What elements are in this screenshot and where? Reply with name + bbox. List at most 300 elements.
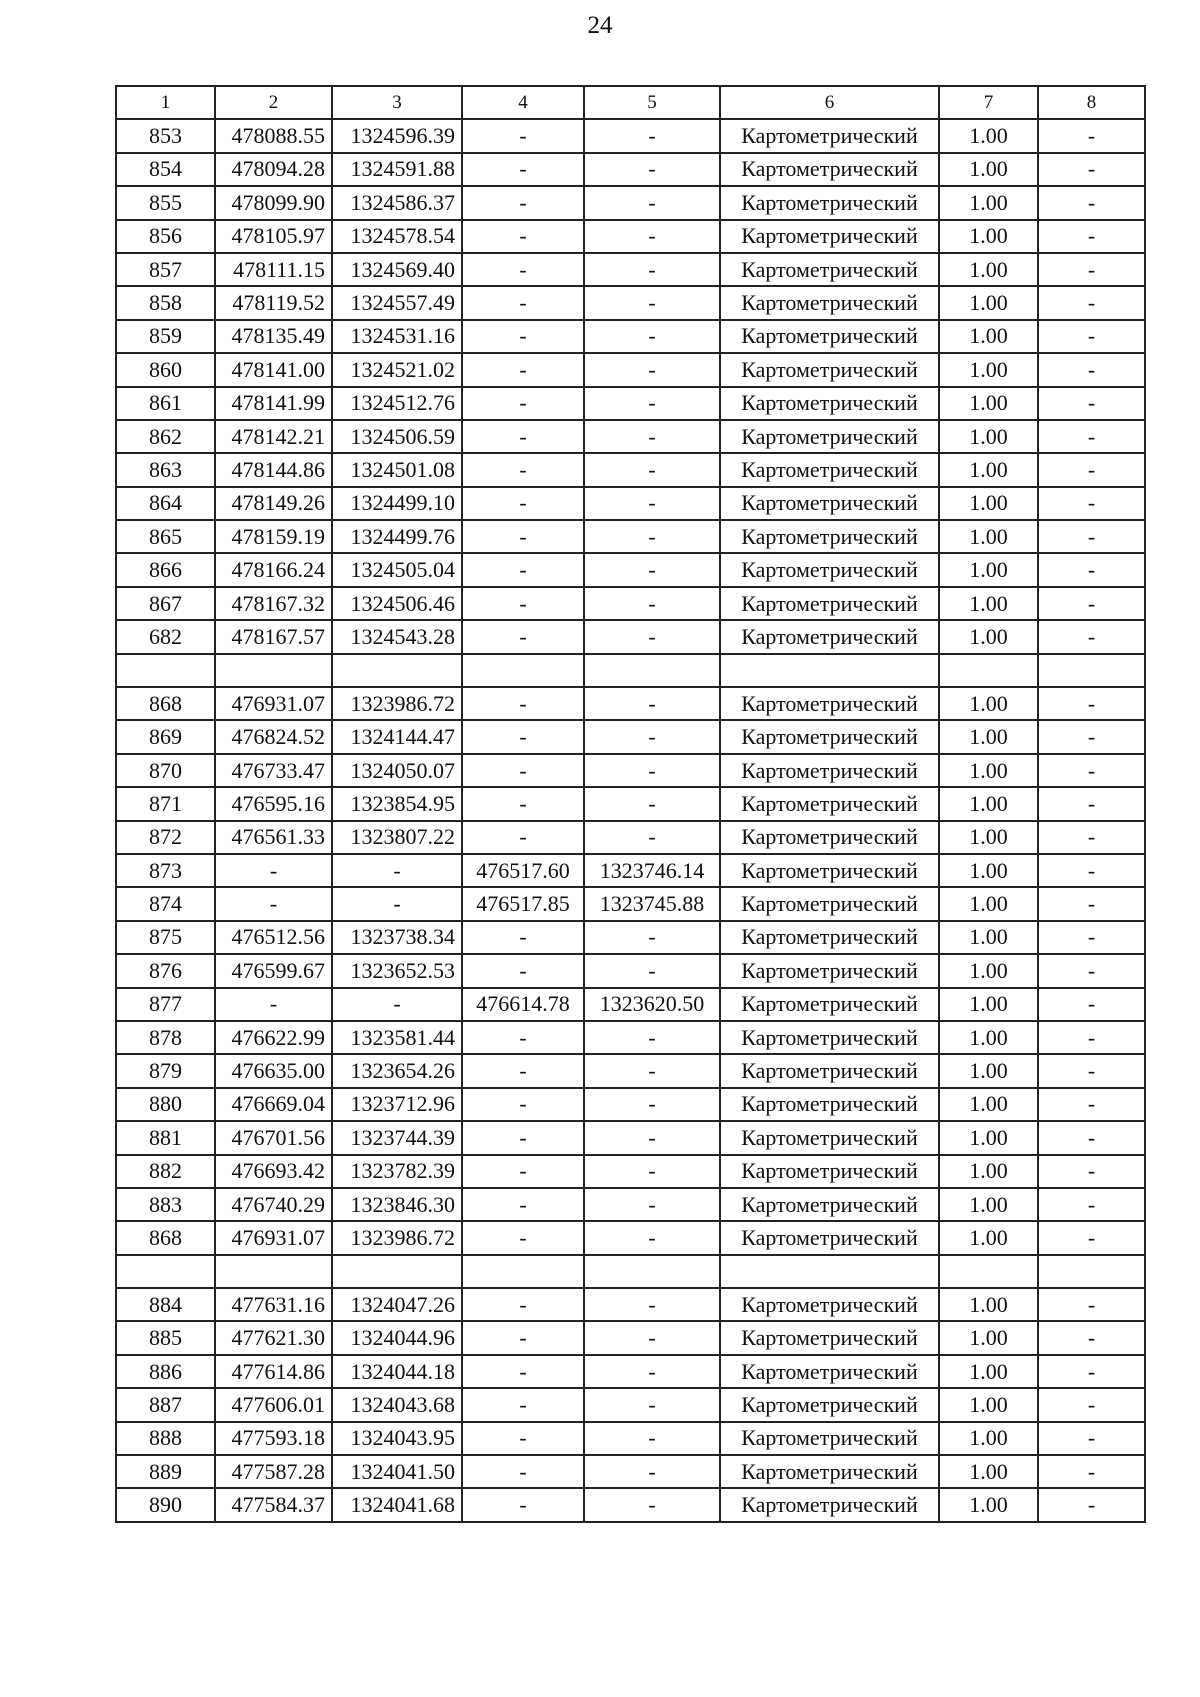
cell-x-alt [462, 654, 584, 687]
cell-note: - [1038, 1288, 1145, 1321]
cell-note: - [1038, 1355, 1145, 1388]
cell-point-number: 863 [116, 453, 215, 486]
cell-point-number: 853 [116, 119, 215, 152]
cell-point-number: 881 [116, 1121, 215, 1154]
cell-y: 1324512.76 [332, 387, 462, 420]
cell-x-alt: - [462, 821, 584, 854]
cell-x-alt: - [462, 1121, 584, 1154]
cell-method: Картометрический [720, 253, 939, 286]
cell-accuracy [939, 654, 1038, 687]
cell-y-alt: 1323620.50 [584, 988, 720, 1021]
cell-x: 477606.01 [215, 1388, 332, 1421]
cell-y-alt [584, 1255, 720, 1288]
cell-x-alt: - [462, 320, 584, 353]
cell-point-number: 880 [116, 1088, 215, 1121]
cell-point-number: 857 [116, 253, 215, 286]
cell-y: 1323652.53 [332, 954, 462, 987]
table-body [116, 119, 1145, 1521]
table-row [116, 487, 1145, 520]
cell-method: Картометрический [720, 821, 939, 854]
cell-point-number: 887 [116, 1388, 215, 1421]
cell-y: 1324569.40 [332, 253, 462, 286]
table-row [116, 1422, 1145, 1455]
cell-note: - [1038, 320, 1145, 353]
cell-x: 477593.18 [215, 1422, 332, 1455]
table-row [116, 620, 1145, 653]
cell-x-alt: - [462, 387, 584, 420]
page-number: 24 [587, 12, 613, 39]
cell-y-alt: - [584, 1121, 720, 1154]
cell-accuracy: 1.00 [939, 186, 1038, 219]
table-row [116, 687, 1145, 720]
cell-x-alt: - [462, 1321, 584, 1354]
cell-y-alt: - [584, 1155, 720, 1188]
cell-y: - [332, 854, 462, 887]
cell-note: - [1038, 854, 1145, 887]
cell-x: 478111.15 [215, 253, 332, 286]
cell-method: Картометрический [720, 286, 939, 319]
table-row [116, 988, 1145, 1021]
cell-x: 478159.19 [215, 520, 332, 553]
cell-point-number: 888 [116, 1422, 215, 1455]
cell-point-number: 878 [116, 1021, 215, 1054]
cell-x-alt: - [462, 119, 584, 152]
table-row [116, 1054, 1145, 1087]
cell-note: - [1038, 119, 1145, 152]
table-row [116, 320, 1145, 353]
table-row [116, 453, 1145, 486]
cell-point-number: 854 [116, 153, 215, 186]
cell-x-alt: 476614.78 [462, 988, 584, 1021]
table-row [116, 887, 1145, 920]
cell-y: - [332, 887, 462, 920]
cell-method: Картометрический [720, 186, 939, 219]
cell-y [332, 1255, 462, 1288]
cell-y-alt: - [584, 1388, 720, 1421]
cell-x: 478105.97 [215, 220, 332, 253]
cell-accuracy: 1.00 [939, 954, 1038, 987]
cell-note: - [1038, 1488, 1145, 1521]
cell-point-number: 876 [116, 954, 215, 987]
cell-y: 1324557.49 [332, 286, 462, 319]
cell-x-alt: - [462, 1455, 584, 1488]
cell-y: 1324041.50 [332, 1455, 462, 1488]
table-row [116, 1188, 1145, 1221]
cell-accuracy [939, 1255, 1038, 1288]
cell-point-number: 868 [116, 1221, 215, 1254]
cell-accuracy: 1.00 [939, 119, 1038, 152]
cell-note: - [1038, 520, 1145, 553]
cell-point-number: 875 [116, 921, 215, 954]
cell-accuracy: 1.00 [939, 587, 1038, 620]
cell-y-alt: - [584, 353, 720, 386]
cell-point-number: 867 [116, 587, 215, 620]
table-row [116, 720, 1145, 753]
cell-y: 1323782.39 [332, 1155, 462, 1188]
cell-x: 478141.00 [215, 353, 332, 386]
cell-accuracy: 1.00 [939, 1188, 1038, 1221]
cell-x: 476701.56 [215, 1121, 332, 1154]
table-row [116, 954, 1145, 987]
cell-method: Картометрический [720, 487, 939, 520]
cell-point-number: 859 [116, 320, 215, 353]
cell-point-number: 871 [116, 787, 215, 820]
cell-y-alt: - [584, 1455, 720, 1488]
cell-method: Картометрический [720, 1188, 939, 1221]
cell-x: 478167.32 [215, 587, 332, 620]
table-row [116, 1088, 1145, 1121]
cell-y-alt: - [584, 420, 720, 453]
column-header-7: 7 [939, 86, 1038, 119]
cell-y-alt: - [584, 1188, 720, 1221]
cell-y: 1324505.04 [332, 553, 462, 586]
cell-accuracy: 1.00 [939, 1155, 1038, 1188]
cell-x-alt: 476517.60 [462, 854, 584, 887]
column-header-1: 1 [116, 86, 215, 119]
column-header-5: 5 [584, 86, 720, 119]
cell-note: - [1038, 420, 1145, 453]
cell-y-alt: - [584, 453, 720, 486]
cell-x-alt: - [462, 1288, 584, 1321]
cell-note: - [1038, 453, 1145, 486]
cell-x: 476824.52 [215, 720, 332, 753]
column-header-4: 4 [462, 86, 584, 119]
cell-method: Картометрический [720, 1021, 939, 1054]
cell-point-number: 858 [116, 286, 215, 319]
cell-note: - [1038, 587, 1145, 620]
cell-accuracy: 1.00 [939, 1021, 1038, 1054]
cell-y: 1323738.34 [332, 921, 462, 954]
cell-x-alt: 476517.85 [462, 887, 584, 920]
table-row [116, 821, 1145, 854]
cell-x: 478119.52 [215, 286, 332, 319]
cell-accuracy: 1.00 [939, 1288, 1038, 1321]
cell-x-alt: - [462, 553, 584, 586]
cell-x-alt: - [462, 487, 584, 520]
cell-method: Картометрический [720, 854, 939, 887]
cell-x: 476622.99 [215, 1021, 332, 1054]
cell-accuracy: 1.00 [939, 487, 1038, 520]
cell-method: Картометрический [720, 1388, 939, 1421]
cell-y: 1324050.07 [332, 754, 462, 787]
cell-accuracy: 1.00 [939, 687, 1038, 720]
cell-note: - [1038, 153, 1145, 186]
cell-note: - [1038, 1088, 1145, 1121]
cell-note: - [1038, 1321, 1145, 1354]
cell-accuracy: 1.00 [939, 1422, 1038, 1455]
cell-y: 1324506.46 [332, 587, 462, 620]
cell-x-alt: - [462, 420, 584, 453]
cell-method: Картометрический [720, 1221, 939, 1254]
table-row [116, 1021, 1145, 1054]
table-row [116, 220, 1145, 253]
cell-method: Картометрический [720, 1355, 939, 1388]
cell-y: 1323986.72 [332, 687, 462, 720]
table-header-row [116, 86, 1145, 119]
cell-accuracy: 1.00 [939, 553, 1038, 586]
cell-note: - [1038, 1422, 1145, 1455]
cell-x-alt: - [462, 787, 584, 820]
cell-note: - [1038, 1054, 1145, 1087]
cell-method: Картометрический [720, 1288, 939, 1321]
cell-x-alt: - [462, 153, 584, 186]
cell-note: - [1038, 687, 1145, 720]
cell-y-alt: - [584, 1422, 720, 1455]
cell-y: 1324044.18 [332, 1355, 462, 1388]
cell-point-number: 866 [116, 553, 215, 586]
cell-x-alt: - [462, 754, 584, 787]
cell-method: Картометрический [720, 754, 939, 787]
cell-y-alt: - [584, 1288, 720, 1321]
cell-y-alt: - [584, 620, 720, 653]
cell-accuracy: 1.00 [939, 353, 1038, 386]
cell-method [720, 1255, 939, 1288]
cell-accuracy: 1.00 [939, 1321, 1038, 1354]
cell-y-alt: - [584, 1321, 720, 1354]
cell-accuracy: 1.00 [939, 1388, 1038, 1421]
cell-method: Картометрический [720, 553, 939, 586]
cell-accuracy: 1.00 [939, 286, 1038, 319]
cell-accuracy: 1.00 [939, 1455, 1038, 1488]
cell-y: 1323854.95 [332, 787, 462, 820]
cell-x-alt: - [462, 1188, 584, 1221]
cell-x: 477631.16 [215, 1288, 332, 1321]
cell-accuracy: 1.00 [939, 220, 1038, 253]
cell-note: - [1038, 954, 1145, 987]
cell-method [720, 654, 939, 687]
cell-method: Картометрический [720, 620, 939, 653]
cell-note: - [1038, 186, 1145, 219]
cell-method: Картометрический [720, 1321, 939, 1354]
cell-y: 1324578.54 [332, 220, 462, 253]
cell-x-alt: - [462, 921, 584, 954]
table-row [116, 921, 1145, 954]
cell-method: Картометрический [720, 1488, 939, 1521]
table-row [116, 1488, 1145, 1521]
cell-note: - [1038, 353, 1145, 386]
table-row [116, 1388, 1145, 1421]
cell-x-alt: - [462, 954, 584, 987]
cell-y: 1324596.39 [332, 119, 462, 152]
cell-y: 1323807.22 [332, 821, 462, 854]
cell-note: - [1038, 286, 1145, 319]
cell-y: 1323712.96 [332, 1088, 462, 1121]
cell-x-alt [462, 1255, 584, 1288]
cell-note: - [1038, 1455, 1145, 1488]
cell-y-alt: - [584, 1021, 720, 1054]
cell-point-number: 861 [116, 387, 215, 420]
cell-x: 476635.00 [215, 1054, 332, 1087]
cell-method: Картометрический [720, 220, 939, 253]
cell-accuracy: 1.00 [939, 420, 1038, 453]
table-row [116, 353, 1145, 386]
cell-y: 1324506.59 [332, 420, 462, 453]
cell-y: - [332, 988, 462, 1021]
cell-point-number: 877 [116, 988, 215, 1021]
cell-x: 476740.29 [215, 1188, 332, 1221]
cell-x: 477614.86 [215, 1355, 332, 1388]
cell-x-alt: - [462, 253, 584, 286]
cell-y-alt: - [584, 1355, 720, 1388]
table-row [116, 587, 1145, 620]
table-row [116, 153, 1145, 186]
cell-y: 1324501.08 [332, 453, 462, 486]
cell-point-number: 884 [116, 1288, 215, 1321]
cell-x: 478141.99 [215, 387, 332, 420]
cell-y-alt: - [584, 754, 720, 787]
cell-method: Картометрический [720, 1455, 939, 1488]
cell-note: - [1038, 1021, 1145, 1054]
cell-x: 478142.21 [215, 420, 332, 453]
cell-y-alt: - [584, 821, 720, 854]
cell-x: 476561.33 [215, 821, 332, 854]
cell-accuracy: 1.00 [939, 453, 1038, 486]
cell-x-alt: - [462, 1422, 584, 1455]
cell-x: 477584.37 [215, 1488, 332, 1521]
cell-method: Картометрический [720, 954, 939, 987]
cell-accuracy: 1.00 [939, 1221, 1038, 1254]
table-row [116, 1255, 1145, 1288]
cell-point-number: 872 [116, 821, 215, 854]
cell-x-alt: - [462, 1355, 584, 1388]
cell-y-alt: - [584, 1221, 720, 1254]
table-row [116, 1121, 1145, 1154]
table-row [116, 1355, 1145, 1388]
table-row [116, 1221, 1145, 1254]
cell-point-number: 882 [116, 1155, 215, 1188]
cell-method: Картометрический [720, 1422, 939, 1455]
cell-accuracy: 1.00 [939, 1054, 1038, 1087]
cell-y-alt: - [584, 1488, 720, 1521]
cell-x: 477587.28 [215, 1455, 332, 1488]
cell-point-number: 862 [116, 420, 215, 453]
cell-x: 478135.49 [215, 320, 332, 353]
cell-x: 476931.07 [215, 687, 332, 720]
cell-method: Картометрический [720, 420, 939, 453]
cell-x-alt: - [462, 687, 584, 720]
cell-y-alt: - [584, 253, 720, 286]
cell-note: - [1038, 487, 1145, 520]
cell-point-number: 860 [116, 353, 215, 386]
cell-note: - [1038, 1155, 1145, 1188]
cell-method: Картометрический [720, 119, 939, 152]
cell-y-alt: 1323745.88 [584, 887, 720, 920]
cell-y-alt: - [584, 954, 720, 987]
cell-method: Картометрический [720, 1121, 939, 1154]
cell-x: 476595.16 [215, 787, 332, 820]
cell-accuracy: 1.00 [939, 153, 1038, 186]
cell-y: 1323846.30 [332, 1188, 462, 1221]
cell-y-alt: - [584, 286, 720, 319]
cell-y: 1324586.37 [332, 186, 462, 219]
cell-point-number: 864 [116, 487, 215, 520]
cell-x: - [215, 988, 332, 1021]
cell-note: - [1038, 754, 1145, 787]
cell-y: 1324047.26 [332, 1288, 462, 1321]
cell-y-alt: - [584, 186, 720, 219]
cell-y: 1324043.68 [332, 1388, 462, 1421]
cell-point-number: 885 [116, 1321, 215, 1354]
cell-y: 1324043.95 [332, 1422, 462, 1455]
cell-note: - [1038, 821, 1145, 854]
cell-method: Картометрический [720, 320, 939, 353]
cell-x: 476693.42 [215, 1155, 332, 1188]
cell-x: 478088.55 [215, 119, 332, 152]
cell-method: Картометрический [720, 453, 939, 486]
cell-method: Картометрический [720, 1054, 939, 1087]
cell-y: 1323986.72 [332, 1221, 462, 1254]
table-row [116, 520, 1145, 553]
column-header-8: 8 [1038, 86, 1145, 119]
cell-y: 1324531.16 [332, 320, 462, 353]
cell-y-alt: - [584, 687, 720, 720]
cell-note: - [1038, 887, 1145, 920]
cell-y-alt: - [584, 153, 720, 186]
table-row [116, 420, 1145, 453]
cell-note: - [1038, 1188, 1145, 1221]
cell-x: - [215, 887, 332, 920]
cell-y-alt: - [584, 487, 720, 520]
cell-note: - [1038, 1221, 1145, 1254]
cell-note: - [1038, 220, 1145, 253]
cell-x-alt: - [462, 1021, 584, 1054]
cell-note: - [1038, 720, 1145, 753]
cell-x: 478144.86 [215, 453, 332, 486]
cell-x: 478094.28 [215, 153, 332, 186]
cell-y: 1324144.47 [332, 720, 462, 753]
cell-x-alt: - [462, 1388, 584, 1421]
cell-y: 1324041.68 [332, 1488, 462, 1521]
coordinates-table [115, 85, 1146, 1523]
cell-y-alt [584, 654, 720, 687]
cell-point-number: 873 [116, 854, 215, 887]
cell-x: 476733.47 [215, 754, 332, 787]
table-row [116, 654, 1145, 687]
cell-method: Картометрический [720, 153, 939, 186]
cell-method: Картометрический [720, 887, 939, 920]
cell-point-number: 870 [116, 754, 215, 787]
table-row [116, 387, 1145, 420]
cell-y-alt: - [584, 720, 720, 753]
cell-y: 1324499.76 [332, 520, 462, 553]
cell-accuracy: 1.00 [939, 620, 1038, 653]
cell-y-alt: - [584, 520, 720, 553]
cell-x: 476512.56 [215, 921, 332, 954]
cell-accuracy: 1.00 [939, 520, 1038, 553]
cell-x: 476669.04 [215, 1088, 332, 1121]
cell-x: 478099.90 [215, 186, 332, 219]
cell-y-alt: - [584, 1054, 720, 1087]
cell-method: Картометрический [720, 587, 939, 620]
cell-y-alt: 1323746.14 [584, 854, 720, 887]
cell-y-alt: - [584, 320, 720, 353]
cell-x-alt: - [462, 1488, 584, 1521]
cell-accuracy: 1.00 [939, 988, 1038, 1021]
cell-note: - [1038, 620, 1145, 653]
table-row [116, 787, 1145, 820]
cell-note: - [1038, 988, 1145, 1021]
cell-x-alt: - [462, 1054, 584, 1087]
cell-x [215, 1255, 332, 1288]
cell-method: Картометрический [720, 353, 939, 386]
table-row [116, 854, 1145, 887]
cell-x-alt: - [462, 620, 584, 653]
cell-y-alt: - [584, 587, 720, 620]
cell-y-alt: - [584, 220, 720, 253]
cell-note [1038, 654, 1145, 687]
table-row [116, 119, 1145, 152]
cell-note: - [1038, 1121, 1145, 1154]
